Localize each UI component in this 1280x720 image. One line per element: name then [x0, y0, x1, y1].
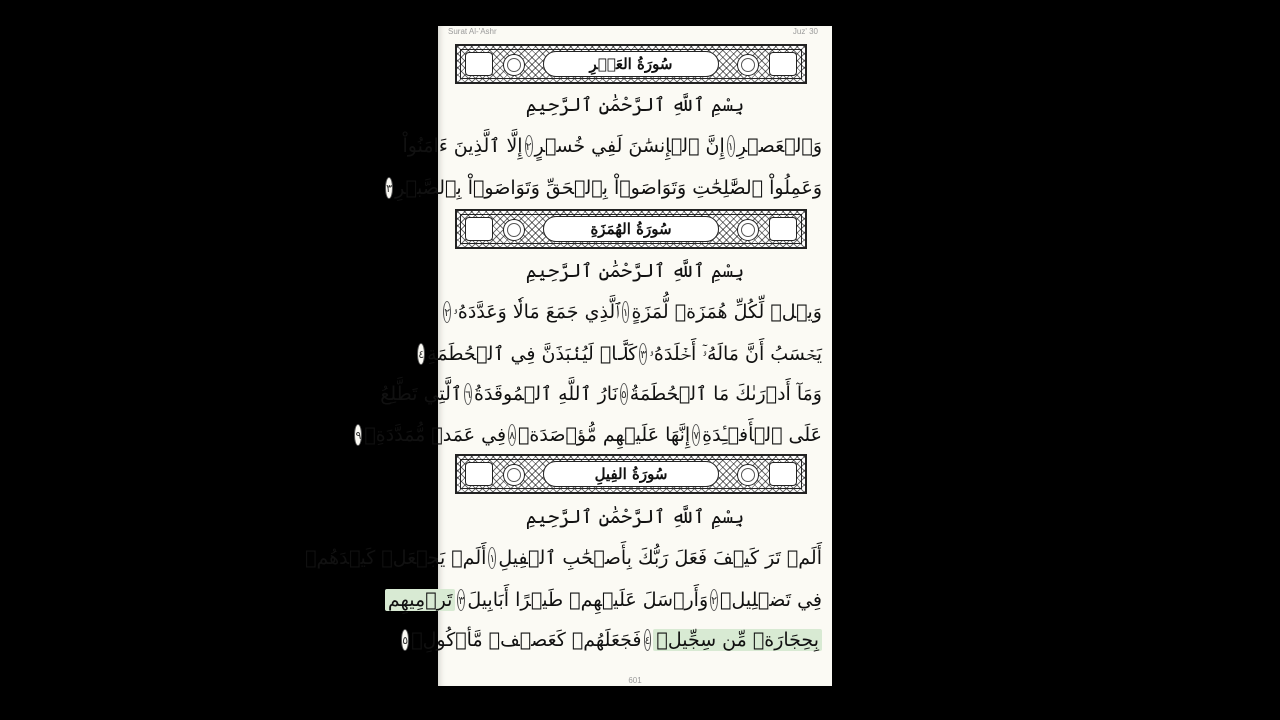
verse-line[interactable] [418, 336, 822, 372]
verse-line[interactable] [402, 622, 822, 658]
frame-medallion [737, 219, 759, 241]
ayah-marker[interactable]: ٤ [644, 629, 652, 651]
mushaf-page[interactable] [305, 26, 832, 686]
ayah-marker[interactable]: ٨ [508, 424, 516, 446]
frame-medallion [503, 54, 525, 76]
verse-text[interactable]: أَلَمۡ يَجۡعَلۡ كَيۡدَهُمۡ [305, 547, 487, 569]
frame-ornament [465, 462, 493, 486]
highlighted-verse-text[interactable]: تَرۡمِيهِم [385, 589, 456, 611]
verse-line[interactable] [402, 128, 822, 164]
frame-ornament [465, 52, 493, 76]
verse-line[interactable] [355, 417, 822, 453]
verse-text[interactable]: إِنَّهَا عَلَيۡهِم مُّؤۡصَدَةٞ [517, 424, 691, 446]
highlighted-verse-text[interactable]: بِحِجَارَةٖ مِّن سِجِّيلٖ [653, 629, 822, 651]
verse-text[interactable]: كَلَّاۖ لَيُنۢبَذَنَّ فِي ٱلۡحُطَمَةِ [427, 343, 638, 365]
ayah-marker[interactable]: ١ [727, 135, 735, 157]
ayah-marker[interactable]: ٥ [620, 383, 628, 405]
surah-header-frame [455, 209, 807, 249]
verse-text[interactable]: وَيۡلٞ لِّكُلِّ هُمَزَةٖ لُّمَزَةٍ [631, 301, 822, 323]
verse-text[interactable]: وَأَرۡسَلَ عَلَيۡهِمۡ طَيۡرًا أَبَابِيلَ [467, 589, 709, 611]
juz-label: Juz' 30 [792, 27, 818, 36]
ayah-marker[interactable]: ٣ [457, 589, 465, 611]
basmala: بِسْمِ ٱللَّهِ ٱلرَّحْمَٰنِ ٱلرَّحِيمِ [525, 94, 745, 116]
frame-ornament [769, 52, 797, 76]
frame-ornament [769, 217, 797, 241]
frame-medallion [503, 464, 525, 486]
verse-text[interactable]: عَلَى ٱلۡأَفۡـِٔدَةِ [702, 424, 822, 446]
verse-text[interactable]: أَلَمۡ تَرَ كَيۡفَ فَعَلَ رَبُّكَ بِأَصۡحَٰبِ ٱلۡفِيلِ [498, 547, 822, 569]
basmala: بِسْمِ ٱللَّهِ ٱلرَّحْمَٰنِ ٱلرَّحِيمِ [525, 506, 745, 528]
verse-text[interactable]: وَٱلۡعَصۡرِ [736, 135, 822, 157]
frame-medallion [503, 219, 525, 241]
verse-text[interactable]: وَمَآ أَدۡرَىٰكَ مَا ٱلۡحُطَمَةُ [629, 383, 822, 405]
frame-ornament [465, 217, 493, 241]
surah-title: سُورَةُ الفِيلِ [543, 461, 719, 487]
ayah-marker[interactable]: ١ [488, 547, 496, 569]
page-number: 601 [628, 676, 642, 685]
surah-name-label: Surat Al-'Ashr [448, 27, 497, 36]
ayah-marker[interactable]: ٩ [354, 424, 362, 446]
ayah-marker[interactable]: ٣ [385, 177, 393, 199]
surah-header-frame [455, 44, 807, 84]
frame-medallion [737, 464, 759, 486]
ayah-marker[interactable]: ٢ [443, 301, 451, 323]
surah-header-frame [455, 454, 807, 494]
surah-title: سُورَةُ الهُمَزَةِ [543, 216, 719, 242]
verse-text[interactable]: إِنَّ ٱلۡإِنسَٰنَ لَفِي خُسۡرٍ [534, 135, 725, 157]
verse-text[interactable]: نَارُ ٱللَّهِ ٱلۡمُوقَدَةُ [474, 383, 618, 405]
basmala: بِسْمِ ٱللَّهِ ٱلرَّحْمَٰنِ ٱلرَّحِيمِ [525, 260, 745, 282]
verse-text[interactable]: فِي عَمَدٖ مُّمَدَّدَةِۭ [364, 424, 507, 446]
verse-text[interactable]: ٱلَّذِي جَمَعَ مَالٗا وَعَدَّدَهُۥ [453, 301, 620, 323]
frame-medallion [737, 54, 759, 76]
ayah-marker[interactable]: ٣ [639, 343, 647, 365]
verse-line[interactable] [305, 540, 822, 576]
verse-text[interactable]: فَجَعَلَهُمۡ كَعَصۡفٖ مَّأۡكُولِۭ [411, 629, 642, 651]
ayah-marker[interactable]: ٤ [417, 343, 425, 365]
frame-ornament [769, 462, 797, 486]
verse-line[interactable] [444, 294, 822, 330]
ayah-marker[interactable]: ٢ [710, 589, 718, 611]
ayah-marker[interactable]: ١ [622, 301, 630, 323]
verse-text[interactable]: ٱلَّتِي تَطَّلِعُ [380, 383, 463, 405]
verse-line[interactable] [387, 582, 822, 618]
surah-title: سُورَةُ العَصۡرِ [543, 51, 719, 77]
verse-line[interactable] [380, 376, 822, 412]
verse-text[interactable]: فِي تَضۡلِيلٖ [720, 589, 822, 611]
ayah-marker[interactable]: ٧ [692, 424, 700, 446]
verse-line[interactable] [386, 170, 822, 206]
ayah-marker[interactable]: ٦ [464, 383, 472, 405]
ayah-marker[interactable]: ٥ [401, 629, 409, 651]
verse-text[interactable]: يَحۡسَبُ أَنَّ مَالَهُۥٓ أَخۡلَدَهُۥ [649, 343, 822, 365]
verse-text[interactable]: وَعَمِلُواْ ٱلصَّٰلِحَٰتِ وَتَوَاصَوۡاْ بِٱلۡحَقِّ وَتَوَاصَوۡاْ بِٱلصَّبۡرِ [395, 177, 822, 199]
verse-text[interactable]: إِلَّا ٱلَّذِينَ ءَامَنُواْ [402, 135, 523, 157]
ayah-marker[interactable]: ٢ [525, 135, 533, 157]
